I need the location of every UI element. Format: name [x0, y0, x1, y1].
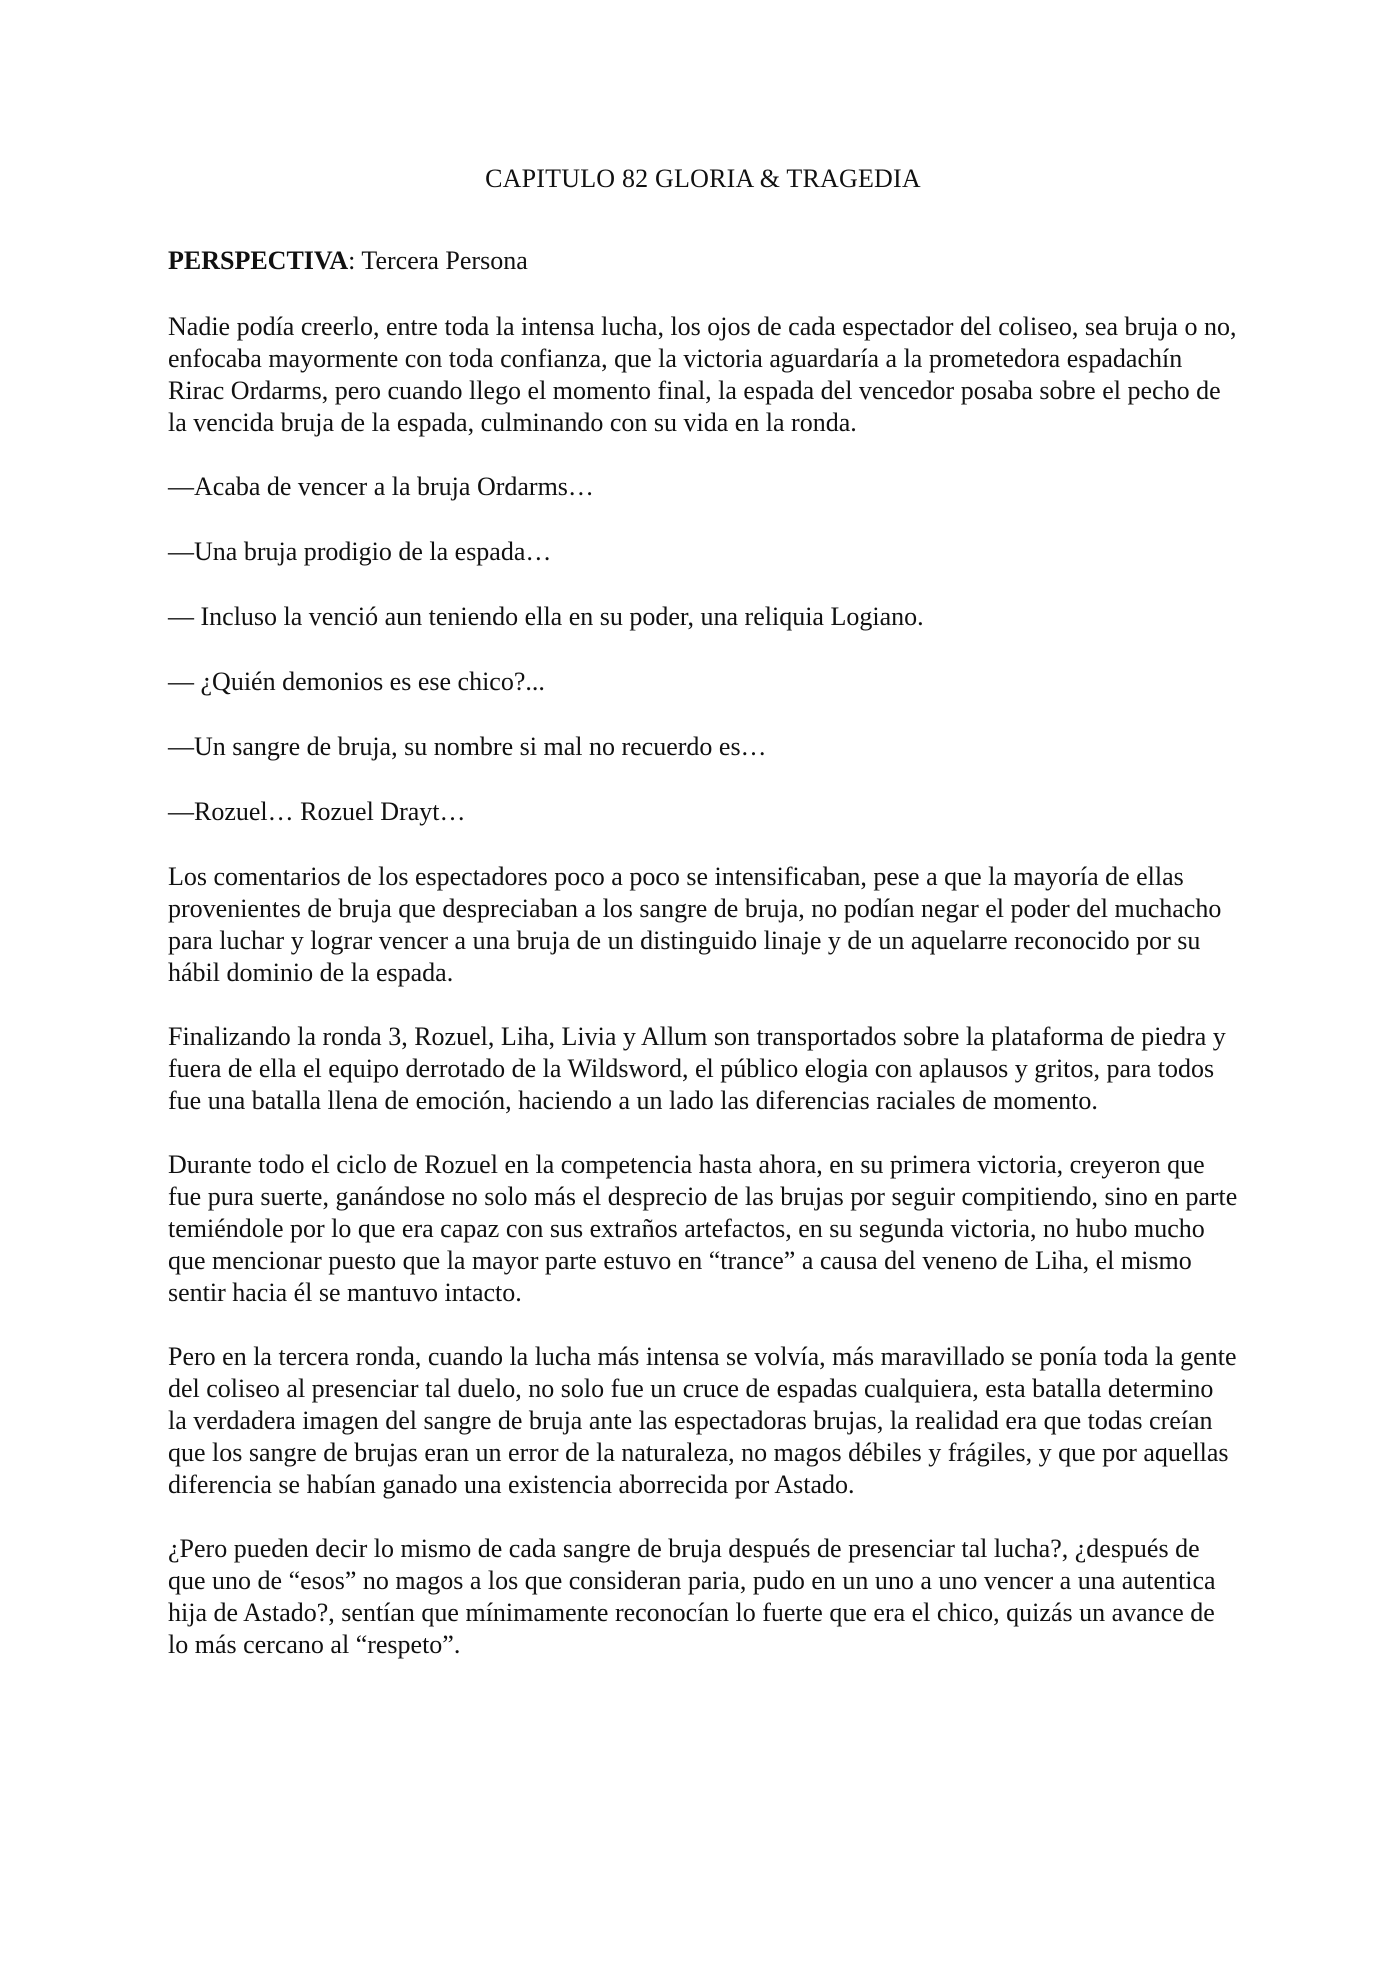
perspective-line: PERSPECTIVA: Tercera Persona: [168, 246, 528, 275]
paragraph: Finalizando la ronda 3, Rozuel, Liha, Livia y Allum son transportados sobre la plataforma de piedra y fuera de ella el equipo derrotado de la Wildsword, el público elogia con aplausos y gritos, para todos fue una batalla llena de emoción, haciendo a un lado las diferencias raciales de momento.: [168, 1022, 1226, 1115]
dialogue-line: —Un sangre de bruja, su nombre si mal no recuerdo es…: [168, 732, 767, 761]
perspective-value: Tercera Persona: [361, 246, 528, 275]
dialogue-line: — Incluso la venció aun teniendo ella en su poder, una reliquia Logiano.: [168, 602, 924, 631]
paragraph: Nadie podía creerlo, entre toda la intensa lucha, los ojos de cada espectador del coliseo, sea bruja o no, enfocaba mayormente con toda confianza, que la victoria aguardaría a la prometedora espadachín Rirac Ordarms, pero cuando llego el momento final, la espada del vencedor posaba sobre el pecho de la vencida bruja de la espada, culminando con su vida en la ronda.: [168, 312, 1237, 437]
dialogue-line: —Una bruja prodigio de la espada…: [168, 537, 552, 566]
perspective-label: PERSPECTIVA: [168, 246, 349, 275]
chapter-title: CAPITULO 82 GLORIA & TRAGEDIA: [485, 164, 921, 193]
document-page: [168, 163, 1238, 1693]
dialogue-line: —Acaba de vencer a la bruja Ordarms…: [168, 472, 594, 501]
dialogue-line: — ¿Quién demonios es ese chico?...: [168, 667, 545, 696]
paragraph: ¿Pero pueden decir lo mismo de cada sangre de bruja después de presenciar tal lucha?, ¿después de que uno de “esos” no magos a los que consideran paria, pudo en un uno a uno vencer a una autentica hija de Astado?, sentían que mínimamente reconocían lo fuerte que era el chico, quizás un avance de lo más cercano al “respeto”.: [168, 1534, 1216, 1659]
paragraph: Los comentarios de los espectadores poco a poco se intensificaban, pese a que la mayoría de ellas provenientes de bruja que despreciaban a los sangre de bruja, no podían negar el poder del muchacho para luchar y lograr vencer a una bruja de un distinguido linaje y de un aquelarre reconocido por su hábil dominio de la espada.: [168, 862, 1222, 987]
paragraph: Durante todo el ciclo de Rozuel en la competencia hasta ahora, en su primera victoria, creyeron que fue pura suerte, ganándose no solo más el desprecio de las brujas por seguir compitiendo, sino en parte temiéndole por lo que era capaz con sus extraños artefactos, en su segunda victoria, no hubo mucho que mencionar puesto que la mayor parte estuvo en “trance” a causa del veneno de Liha, el mismo sentir hacia él se mantuvo intacto.: [168, 1150, 1238, 1307]
paragraph: Pero en la tercera ronda, cuando la lucha más intensa se volvía, más maravillado se ponía toda la gente del coliseo al presenciar tal duelo, no solo fue un cruce de espadas cualquiera, esta batalla determino la verdadera imagen del sangre de bruja ante las espectadoras brujas, la realidad era que todas creían que los sangre de brujas eran un error de la naturaleza, no magos débiles y frágiles, y que por aquellas diferencia se habían ganado una existencia aborrecida por Astado.: [168, 1342, 1237, 1499]
dialogue-line: —Rozuel… Rozuel Drayt…: [168, 797, 466, 826]
